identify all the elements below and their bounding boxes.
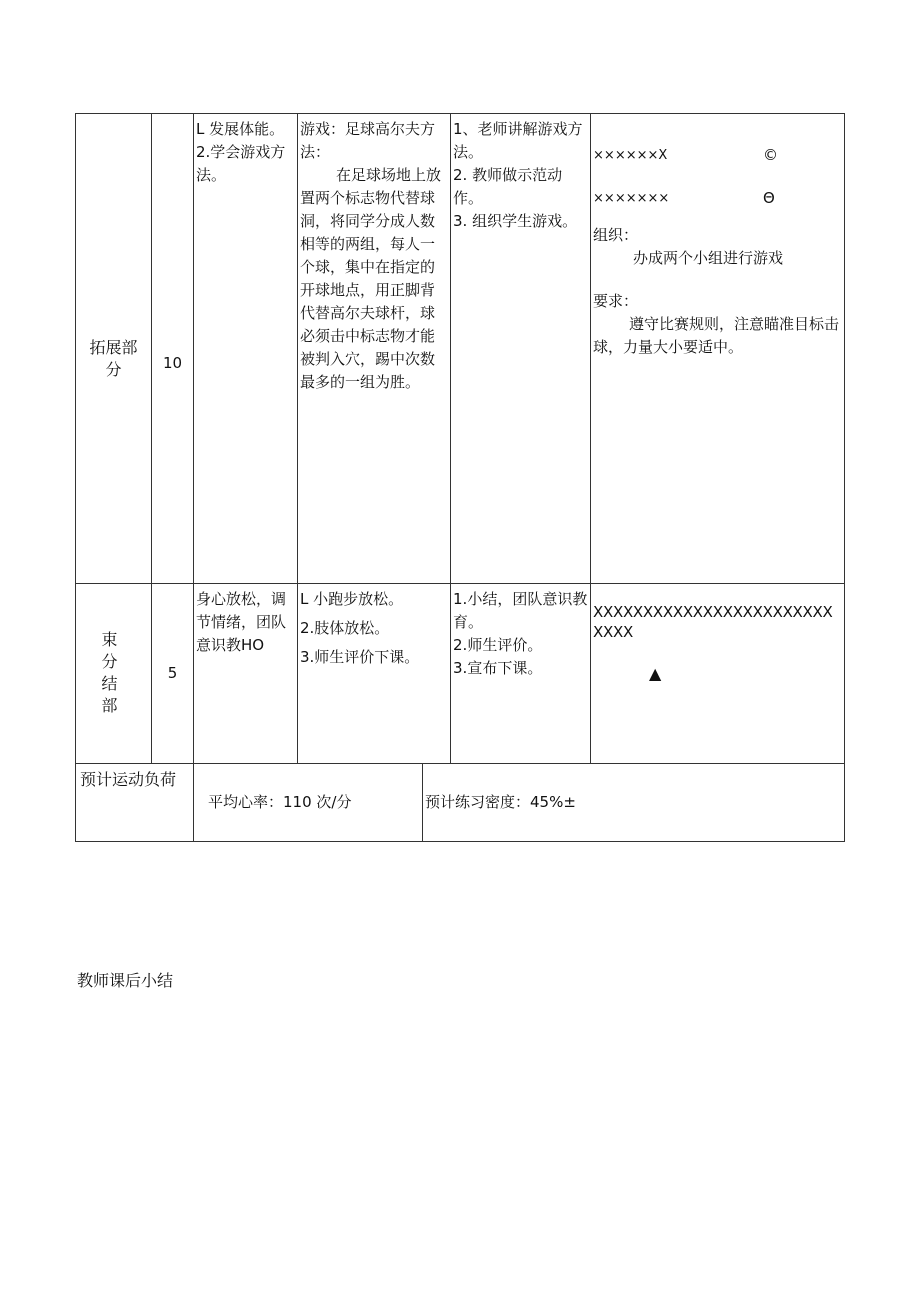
organization-cell	[591, 584, 845, 764]
section-char: 束	[101, 630, 118, 649]
table-row	[76, 584, 845, 764]
section-label: 拓展部分	[89, 337, 138, 379]
section-cell	[76, 584, 152, 764]
table-row	[76, 764, 845, 842]
lesson-plan-table	[75, 113, 845, 842]
section-char: 结	[101, 674, 118, 693]
section-char: 分	[101, 652, 118, 671]
game-title: 游戏：足球高尔夫方法：	[300, 120, 436, 161]
content-item: 2.肢体放松。	[300, 619, 390, 637]
minutes-cell	[152, 114, 194, 584]
heart-rate-cell	[194, 764, 423, 842]
formation-marks: XXXXXXXXXXXXXXXXXXXXXXXXXXXX	[593, 603, 833, 641]
formation-marks: ××××××X	[593, 148, 668, 163]
section-cell	[76, 114, 152, 584]
method-item: 2. 教师做示范动作。	[453, 166, 563, 207]
goal-item: L 发展体能。	[196, 120, 285, 138]
goals-cell	[194, 114, 298, 584]
content-item: L 小跑步放松。	[300, 590, 404, 608]
goals-cell	[194, 584, 298, 764]
table-row	[76, 114, 845, 584]
organization-text: 办成两个小组进行游戏	[633, 249, 784, 267]
requirement-text: 遵守比赛规则，注意瞄准目标击球，力量大小要适中。	[593, 315, 840, 356]
heart-rate: 平均心率：110 次/分	[208, 793, 352, 811]
method-item: 3. 组织学生游戏。	[453, 212, 578, 230]
exercise-density: 预计练习密度：45%±	[425, 793, 576, 811]
density-cell	[423, 764, 845, 842]
goal-item: 2.学会游戏方法。	[196, 143, 286, 184]
minutes-cell	[152, 584, 194, 764]
goal-text: 身心放松，调节情绪，团队意识教HO	[196, 590, 287, 654]
organization-title: 组织：	[593, 226, 639, 244]
minutes-value: 10	[162, 354, 183, 372]
load-label: 预计运动负荷	[80, 770, 177, 789]
content-cell	[298, 584, 451, 764]
content-item: 3.师生评价下课。	[300, 648, 420, 666]
formation-line	[593, 187, 842, 210]
method-item: 1、老师讲解游戏方法。	[453, 120, 583, 161]
load-label-cell	[76, 764, 194, 842]
section-label-vertical	[101, 629, 117, 717]
copyright-symbol-icon: ©	[763, 146, 779, 164]
methods-cell	[451, 584, 591, 764]
method-item: 2.师生评价。	[453, 636, 543, 654]
formation-line	[593, 144, 842, 167]
formation-marks: ×××××××	[593, 191, 670, 206]
method-item: 3.宣布下课。	[453, 659, 543, 677]
organization-cell	[591, 114, 845, 584]
teacher-summary-label: 教师课后小结	[77, 971, 174, 990]
method-item: 1.小结，团队意识教育。	[453, 590, 588, 631]
requirement-title: 要求：	[593, 292, 639, 310]
triangle-icon: ▲	[649, 664, 662, 683]
content-cell	[298, 114, 451, 584]
section-char: 部	[101, 696, 118, 715]
methods-cell	[451, 114, 591, 584]
minutes-value: 5	[167, 664, 178, 682]
game-description: 在足球场地上放置两个标志物代替球洞，将同学分成人数相等的两组，每人一个球，集中在指定的开球地点，用正脚背代替高尔夫球杆，球必须击中标志物才能被判入穴，踢中次数最多的一组为胜。	[300, 166, 442, 391]
theta-symbol-icon: Θ	[763, 189, 775, 207]
